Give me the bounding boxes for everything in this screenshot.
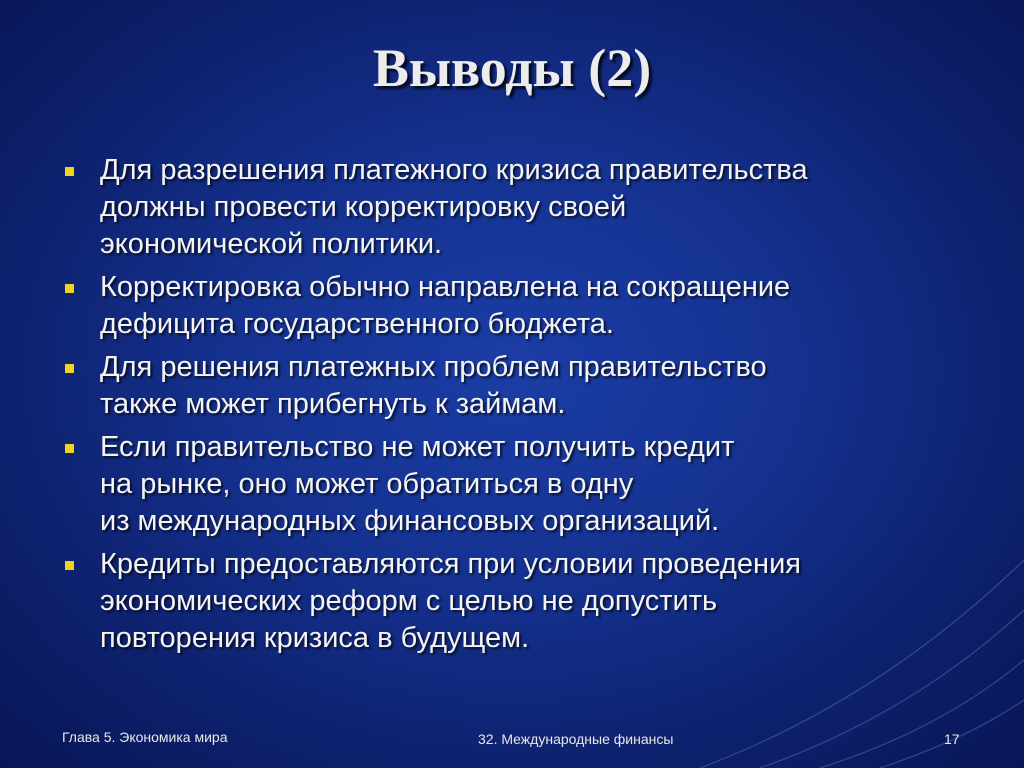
slide-title: Выводы (2) bbox=[372, 38, 652, 98]
bullet-line: экономических реформ с целью не допустить bbox=[100, 585, 718, 617]
bullet-item bbox=[60, 152, 960, 263]
bullet-line: повторения кризиса в будущем. bbox=[100, 622, 530, 654]
square-bullet-icon bbox=[65, 167, 74, 176]
bullet-item bbox=[60, 429, 960, 540]
bullet-item bbox=[60, 269, 960, 343]
square-bullet-icon bbox=[65, 284, 74, 293]
bullet-line: Если правительство не может получить кредит bbox=[100, 431, 735, 463]
bullet-line: также может прибегнуть к займам. bbox=[100, 388, 566, 420]
bullet-line: из международных финансовых организаций. bbox=[100, 505, 720, 537]
bullet-line: на рынке, оно может обратиться в одну bbox=[100, 468, 634, 500]
square-bullet-icon bbox=[65, 364, 74, 373]
square-bullet-icon bbox=[65, 561, 74, 570]
footer-section: 32. Международные финансы bbox=[478, 731, 674, 747]
bullet-line: дефицита государственного бюджета. bbox=[100, 308, 614, 340]
bullet-line: экономической политики. bbox=[100, 228, 443, 260]
bullet-line: Для разрешения платежного кризиса правительства bbox=[100, 154, 808, 186]
bullet-line: Кредиты предоставляются при условии проведения bbox=[100, 548, 801, 580]
bullet-list bbox=[60, 152, 960, 663]
page-number: 17 bbox=[944, 731, 960, 747]
bullet-item bbox=[60, 546, 960, 657]
bullet-line: Для решения платежных проблем правительство bbox=[100, 351, 767, 383]
bullet-item bbox=[60, 349, 960, 423]
square-bullet-icon bbox=[65, 444, 74, 453]
footer-chapter: Глава 5. Экономика мира bbox=[62, 729, 228, 745]
bullet-line: Корректировка обычно направлена на сокращение bbox=[100, 271, 791, 303]
bullet-line: должны провести корректировку своей bbox=[100, 191, 627, 223]
